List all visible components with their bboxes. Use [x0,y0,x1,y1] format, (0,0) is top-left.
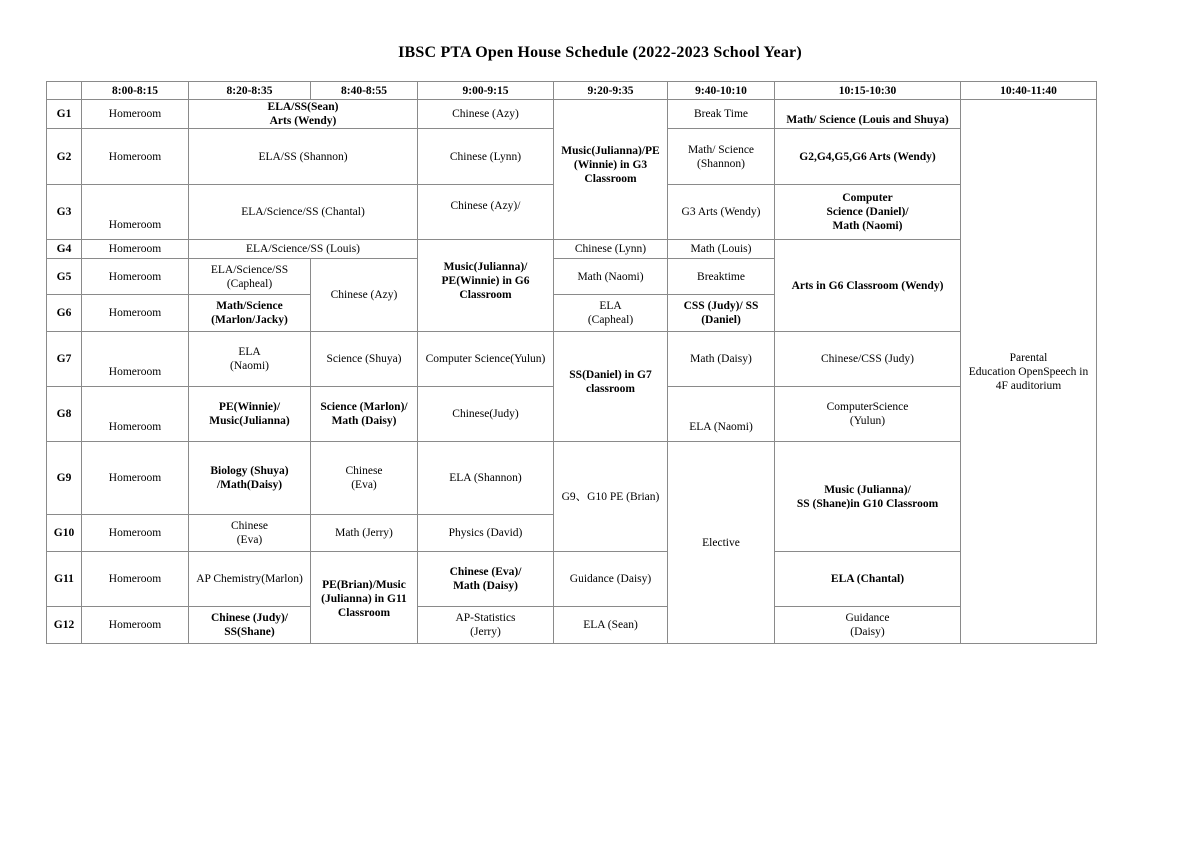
schedule-cell: ELA (Capheal) [554,295,668,332]
header-cell-time: 9:40-10:10 [668,82,775,100]
grade-label: G6 [47,295,82,332]
schedule-cell: Guidance (Daisy) [554,552,668,607]
table-row [47,240,1097,259]
schedule-cell: Music (Julianna)/ SS (Shane)in G10 Classroom [775,442,961,552]
schedule-cell: Homeroom [82,442,189,515]
schedule-cell: Parental Education OpenSpeech in 4F auditorium [961,100,1097,644]
schedule-cell: Chinese/CSS (Judy) [775,332,961,387]
schedule-cell: ELA (Sean) [554,607,668,644]
schedule-cell: Chinese (Azy) [418,100,554,129]
schedule-cell: AP Chemistry(Marlon) [189,552,311,607]
schedule-cell: Math/ Science (Louis and Shuya) [775,100,961,129]
table-row [47,332,1097,387]
schedule-cell: Chinese (Azy) [311,259,418,332]
schedule-cell: Math (Naomi) [554,259,668,295]
schedule-cell: ELA (Shannon) [418,442,554,515]
schedule-cell: ELA/SS (Shannon) [189,129,418,185]
schedule-cell: ELA/Science/SS (Capheal) [189,259,311,295]
schedule-cell: Computer Science (Daniel)/ Math (Naomi) [775,185,961,240]
grade-label: G1 [47,100,82,129]
schedule-cell: Break Time [668,100,775,129]
schedule-cell: Biology (Shuya) /Math(Daisy) [189,442,311,515]
table-row [47,100,1097,129]
schedule-cell: Homeroom [82,387,189,442]
schedule-cell: Chinese (Lynn) [418,129,554,185]
schedule-cell: Chinese (Judy)/ SS(Shane) [189,607,311,644]
schedule-cell: G3 Arts (Wendy) [668,185,775,240]
schedule-cell: Math/ Science (Shannon) [668,129,775,185]
schedule-cell: Homeroom [82,552,189,607]
schedule-cell: PE(Brian)/Music (Julianna) in G11 Classroom [311,552,418,644]
grade-label: G5 [47,259,82,295]
grade-label: G9 [47,442,82,515]
header-cell-time: 10:40-11:40 [961,82,1097,100]
schedule-cell: PE(Winnie)/ Music(Julianna) [189,387,311,442]
header-cell-corner [47,82,82,100]
schedule-cell: Math (Louis) [668,240,775,259]
header-cell-time: 8:20-8:35 [189,82,311,100]
schedule-cell: Homeroom [82,259,189,295]
schedule-cell: Elective [668,442,775,644]
schedule-cell: Homeroom [82,295,189,332]
header-cell-time: 9:00-9:15 [418,82,554,100]
header-cell-time: 10:15-10:30 [775,82,961,100]
schedule-cell: Science (Marlon)/ Math (Daisy) [311,387,418,442]
schedule-cell: G2,G4,G5,G6 Arts (Wendy) [775,129,961,185]
grade-label: G2 [47,129,82,185]
schedule-cell: Homeroom [82,515,189,552]
grade-label: G11 [47,552,82,607]
header-cell-time: 8:00-8:15 [82,82,189,100]
schedule-cell: Guidance (Daisy) [775,607,961,644]
grade-label: G10 [47,515,82,552]
schedule-cell: CSS (Judy)/ SS (Daniel) [668,295,775,332]
header-cell-time: 9:20-9:35 [554,82,668,100]
schedule-cell: Arts in G6 Classroom (Wendy) [775,240,961,332]
header-row [47,82,1097,100]
schedule-cell: Science (Shuya) [311,332,418,387]
table-row [47,552,1097,607]
schedule-cell: ComputerScience (Yulun) [775,387,961,442]
schedule-cell: Homeroom [82,185,189,240]
schedule-cell: Breaktime [668,259,775,295]
schedule-cell: Physics (David) [418,515,554,552]
schedule-cell: ELA/Science/SS (Louis) [189,240,418,259]
schedule-cell: Math (Jerry) [311,515,418,552]
schedule-cell: Math (Daisy) [668,332,775,387]
schedule-table [46,81,1097,644]
schedule-cell: Music(Julianna)/ PE(Winnie) in G6 Classroom [418,240,554,332]
schedule-cell: Homeroom [82,240,189,259]
schedule-cell: Chinese(Judy) [418,387,554,442]
schedule-cell: ELA (Chantal) [775,552,961,607]
schedule-cell: SS(Daniel) in G7 classroom [554,332,668,442]
schedule-cell: ELA (Naomi) [189,332,311,387]
grade-label: G12 [47,607,82,644]
grade-label: G8 [47,387,82,442]
schedule-cell: Homeroom [82,332,189,387]
header-cell-time: 8:40-8:55 [311,82,418,100]
page-title: IBSC PTA Open House Schedule (2022-2023 School Year) [398,44,802,61]
schedule-cell: ELA/SS(Sean) Arts (Wendy) [189,100,418,129]
schedule-cell: Music(Julianna)/PE (Winnie) in G3 Classroom [554,100,668,240]
schedule-cell: Chinese (Eva) [189,515,311,552]
schedule-cell: ELA (Naomi) [668,387,775,442]
schedule-cell: Chinese (Lynn) [554,240,668,259]
schedule-cell: Chinese (Eva)/ Math (Daisy) [418,552,554,607]
table-row [47,607,1097,644]
schedule-cell: Chinese (Azy)/ [418,185,554,240]
schedule-cell: AP-Statistics (Jerry) [418,607,554,644]
schedule-cell: ELA/Science/SS (Chantal) [189,185,418,240]
schedule-cell: G9、G10 PE (Brian) [554,442,668,552]
schedule-cell: Computer Science(Yulun) [418,332,554,387]
schedule-cell: Homeroom [82,607,189,644]
grade-label: G3 [47,185,82,240]
schedule-cell: Math/Science (Marlon/Jacky) [189,295,311,332]
schedule-cell: Chinese (Eva) [311,442,418,515]
schedule-cell: Homeroom [82,100,189,129]
schedule-table-frame [46,81,1096,644]
grade-label: G7 [47,332,82,387]
grade-label: G4 [47,240,82,259]
schedule-cell: Homeroom [82,129,189,185]
table-row [47,442,1097,515]
